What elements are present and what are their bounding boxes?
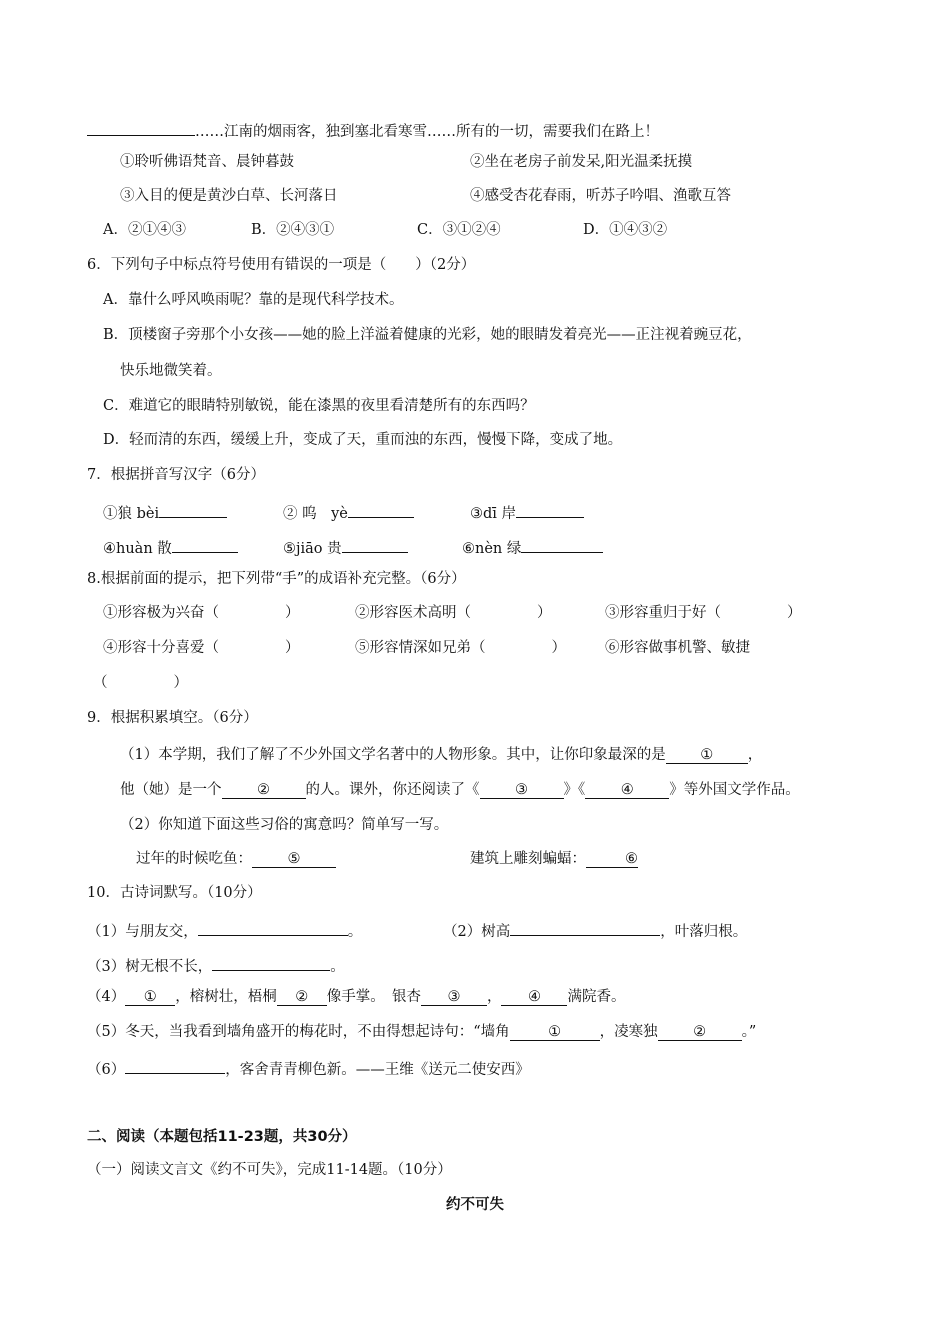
q5-option-2: ②坐在老房子前发呆,阳光温柔抚摸 — [470, 154, 693, 170]
q8-title: 8.根据前面的提示，把下列带“手”的成语补充完整。（6分） — [87, 571, 466, 587]
q8-item-6: ⑥形容做事机警、敏捷 — [605, 640, 750, 656]
q9-blank-1[interactable]: ① — [666, 746, 748, 764]
q10-title: 10．古诗词默写。（10分） — [87, 885, 262, 901]
q5-option-3: ③入目的便是黄沙白草、长河落日 — [120, 188, 338, 204]
q8-item-3: ③形容重归于好（ ） — [605, 605, 802, 621]
q8-item-1: ①形容极为兴奋（ ） — [103, 605, 300, 621]
q8-item-5: ⑤形容情深如兄弟（ ） — [355, 640, 566, 656]
q7-item-2: ② 呜 yè — [283, 500, 414, 524]
q6-title: 6．下列句子中标点符号使用有错误的一项是（ ）（2分） — [87, 257, 476, 273]
q10-blank-3[interactable] — [212, 953, 330, 971]
q9-blank-6[interactable]: ⑥ — [586, 850, 638, 868]
q9-bat: 建筑上雕刻蝙蝠： ⑥ — [470, 851, 638, 867]
passage-title: 约不可失 — [446, 1197, 504, 1213]
q5-choice-d: D．①④③② — [583, 222, 668, 238]
q8-item-4: ④形容十分喜爱（ ） — [103, 640, 300, 656]
q9-blank-4[interactable]: ④ — [585, 781, 669, 799]
q5-choice-c: C．③①②④ — [417, 222, 501, 238]
q10-line-4: （5）冬天，当我看到墙角盛开的梅花时，不由得想起诗句：“墙角 ① ，凌寒独 ② 。” — [87, 1024, 757, 1040]
q6-option-d: D．轻而清的东西，缓缓上升，变成了天，重而浊的东西，慢慢下降，变成了地。 — [103, 432, 623, 448]
q7-blank-3[interactable] — [516, 500, 584, 518]
q5-stem: ……江南的烟雨客，独到塞北看寒雪……所有的一切，需要我们在路上！ — [87, 118, 659, 142]
q9-part1-line1: （1）本学期，我们了解了不少外国文学名著中的人物形象。其中，让你印象最深的是 ① ， — [120, 747, 763, 763]
q5-choice-a: A．②①④③ — [103, 222, 186, 238]
q9-title: 9．根据积累填空。（6分） — [87, 710, 258, 726]
q7-blank-5[interactable] — [342, 535, 408, 553]
q7-item-6: ⑥nèn 绿 — [462, 535, 603, 559]
q9-fish: 过年的时候吃鱼： ⑤ — [136, 849, 336, 869]
q5-blank[interactable] — [87, 118, 195, 136]
q10-blank-7[interactable]: ④ — [501, 988, 567, 1006]
q10-blank-10[interactable] — [125, 1056, 225, 1074]
q8-item-2: ②形容医术高明（ ） — [355, 605, 552, 621]
q10-blank-2[interactable] — [510, 918, 660, 936]
q6-option-a: A．靠什么呼风唤雨呢？靠的是现代科学技术。 — [103, 292, 404, 308]
q7-title: 7．根据拼音写汉字（6分） — [87, 467, 265, 483]
q6-option-b: B．顶楼窗子旁那个小女孩——她的脸上洋溢着健康的光彩，她的眼睛发着亮光——正注视着豌豆花， — [103, 327, 752, 343]
q10-blank-9[interactable]: ② — [658, 1023, 742, 1041]
q8-item-6-paren: （ ） — [93, 675, 188, 691]
q7-blank-2[interactable] — [348, 500, 414, 518]
q10-line-3: （4） ① ，榕树壮，梧桐 ② 像手掌。 银杏 ③ ， ④ 满院香。 — [87, 989, 626, 1005]
q7-blank-6[interactable] — [521, 535, 603, 553]
q9-blank-5[interactable]: ⑤ — [252, 850, 336, 868]
q10-line-5: （6） ，客舍青青柳色新。——王维《送元二使安西》 — [87, 1056, 530, 1080]
q10-blank-5[interactable]: ② — [277, 988, 327, 1006]
q6-option-c: C．难道它的眼睛特别敏锐，能在漆黑的夜里看清楚所有的东西吗？ — [103, 398, 535, 414]
q5-option-4: ④感受杏花春雨，听苏子吟唱、渔歌互答 — [470, 188, 731, 204]
q7-blank-4[interactable] — [172, 535, 238, 553]
part2-subheading: （一）阅读文言文《约不可失》，完成11-14题。（10分） — [87, 1162, 452, 1178]
q9-part2: （2）你知道下面这些习俗的寓意吗？简单写一写。 — [120, 817, 449, 833]
q10-blank-8[interactable]: ① — [510, 1023, 600, 1041]
q10-line-1a: （1）与朋友交， 。 — [87, 918, 362, 942]
q7-item-1: ①狼 bèi — [103, 500, 227, 524]
q7-item-5: ⑤jiāo 贵 — [283, 535, 408, 559]
q5-choice-b: B．②④③① — [251, 222, 335, 238]
q10-blank-6[interactable]: ③ — [421, 988, 487, 1006]
q7-blank-1[interactable] — [159, 500, 227, 518]
q9-blank-2[interactable]: ② — [222, 781, 306, 799]
q9-part1-line2: 他（她）是一个 ② 的人。课外，你还阅读了《 ③ 》《 ④ 》等外国文学作品。 — [120, 782, 800, 798]
q5-option-1: ①聆听佛语梵音、晨钟暮鼓 — [120, 154, 294, 170]
q10-blank-1[interactable] — [198, 918, 348, 936]
q10-blank-4[interactable]: ① — [125, 988, 175, 1006]
q10-line-2: （3）树无根不长， 。 — [87, 953, 345, 977]
q7-item-4: ④huàn 散 — [103, 535, 238, 559]
q10-line-1b: （2）树高 ，叶落归根。 — [443, 918, 747, 942]
q9-blank-3[interactable]: ③ — [480, 781, 564, 799]
part2-heading: 二、阅读（本题包括11-23题，共30分） — [87, 1129, 357, 1145]
q6-option-b-cont: 快乐地微笑着。 — [120, 363, 222, 379]
q7-item-3: ③dī 岸 — [470, 500, 584, 524]
